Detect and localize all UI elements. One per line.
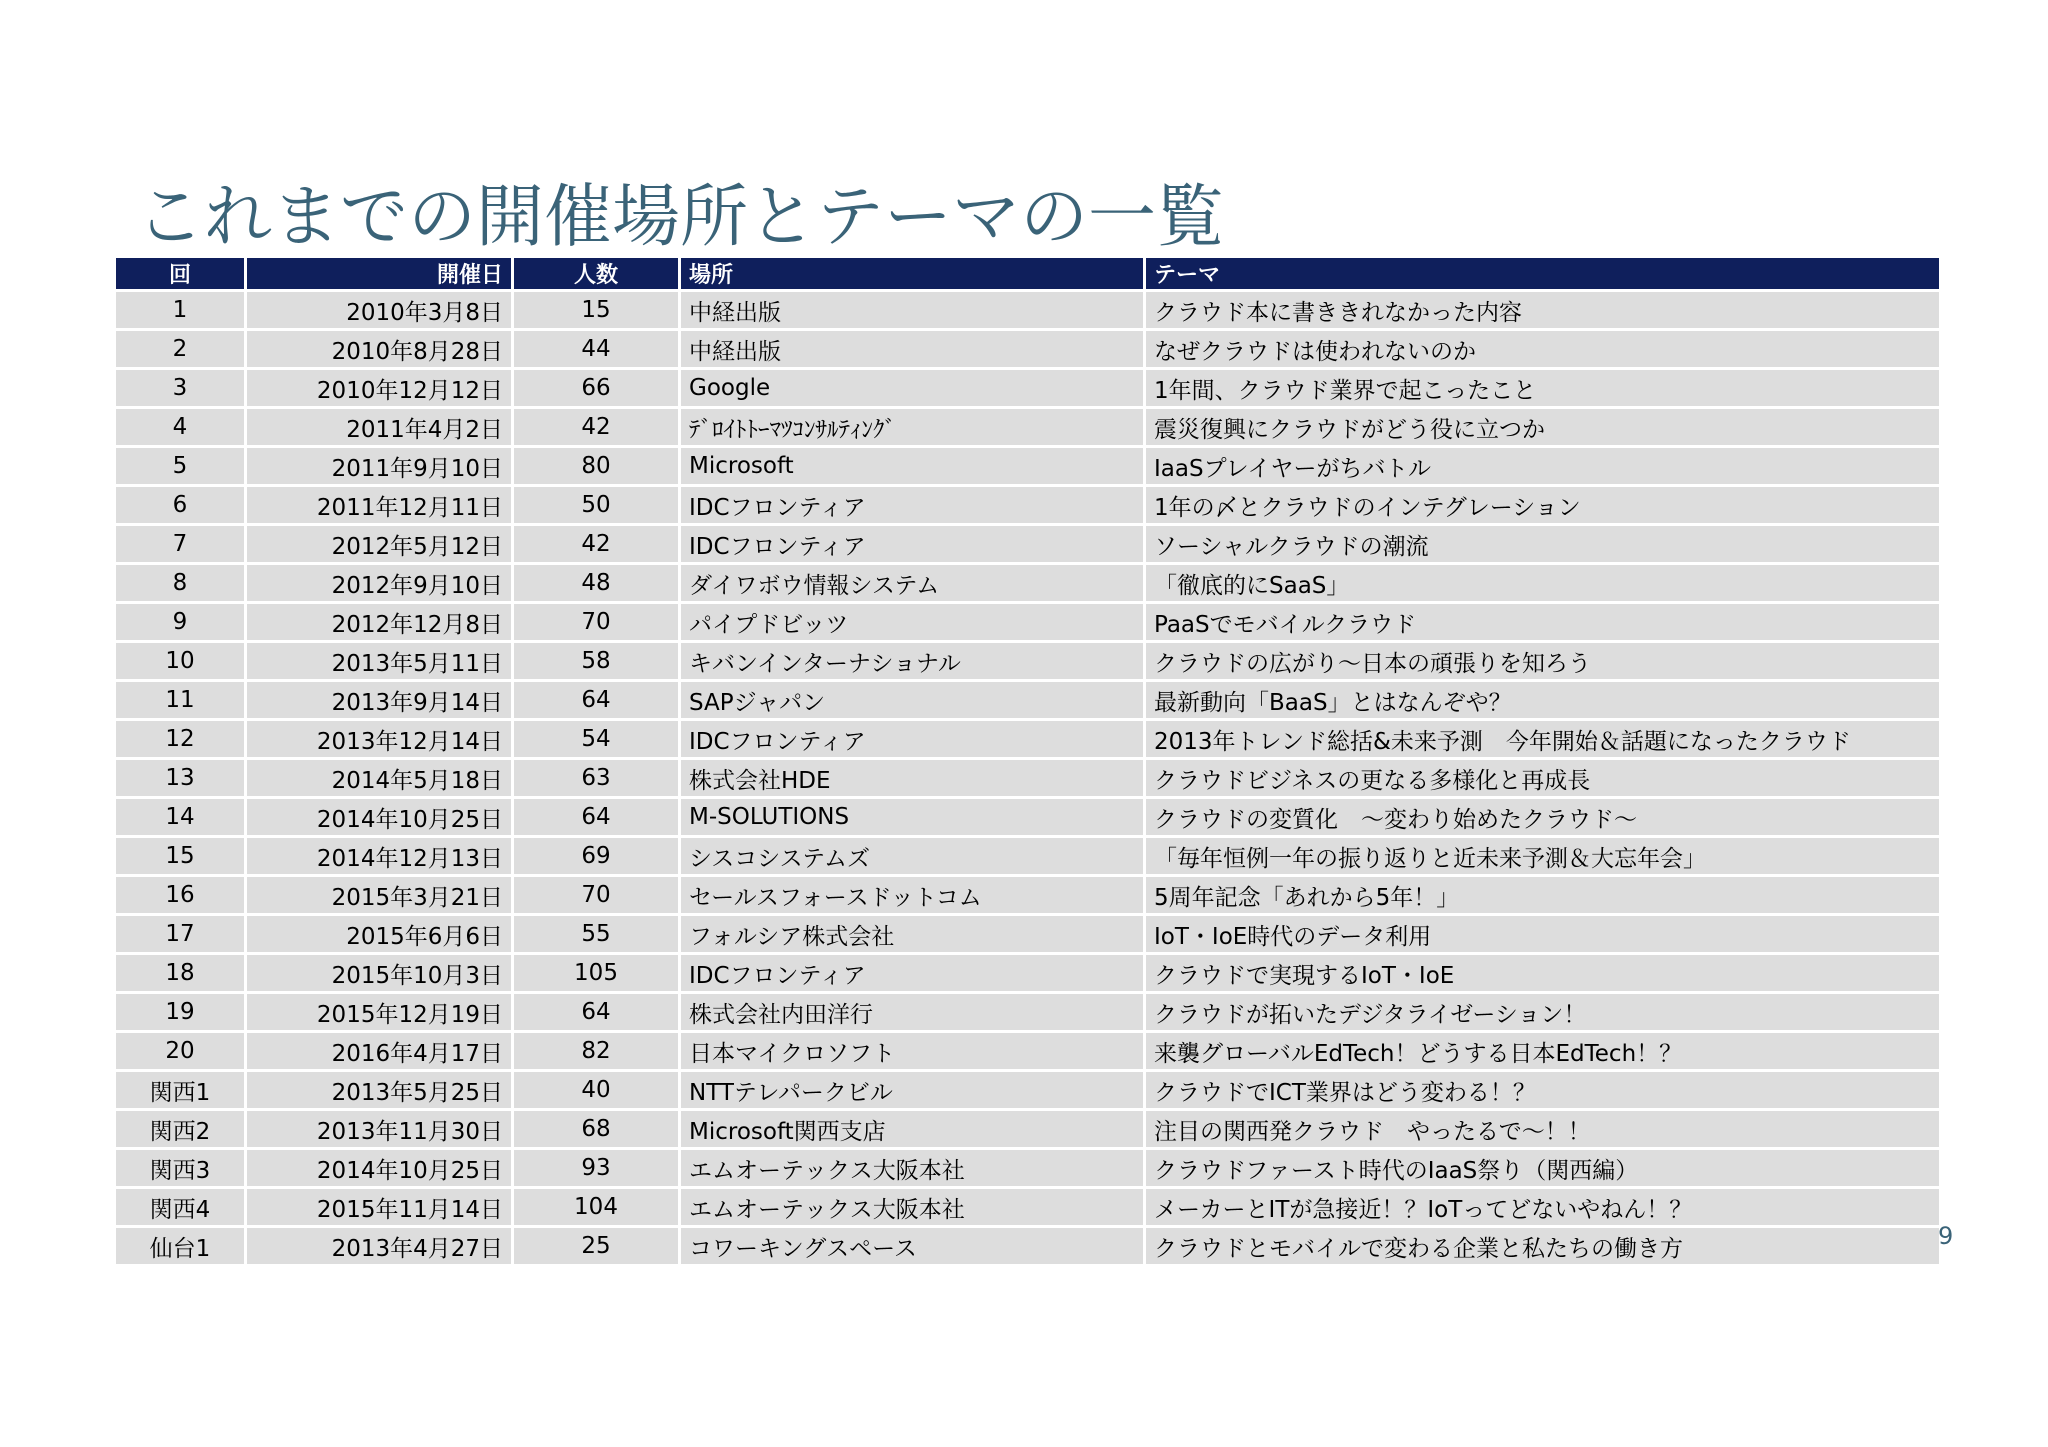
cell-date: 2014年5月18日 (246, 759, 513, 798)
cell-round: 7 (115, 525, 246, 564)
cell-attendees: 54 (513, 720, 680, 759)
table-row (115, 798, 1941, 837)
cell-theme: 1年の〆とクラウドのインテグレーション (1145, 486, 1941, 525)
cell-date: 2012年5月12日 (246, 525, 513, 564)
cell-date: 2016年4月17日 (246, 1032, 513, 1071)
cell-attendees: 55 (513, 915, 680, 954)
cell-round: 4 (115, 408, 246, 447)
cell-date: 2015年10月3日 (246, 954, 513, 993)
event-table (113, 255, 1942, 1267)
cell-round: 14 (115, 798, 246, 837)
cell-date: 2014年10月25日 (246, 1149, 513, 1188)
cell-round: 関西4 (115, 1188, 246, 1227)
cell-venue: エムオーテックス大阪本社 (680, 1149, 1145, 1188)
cell-round: 18 (115, 954, 246, 993)
cell-attendees: 69 (513, 837, 680, 876)
cell-round: 仙台1 (115, 1227, 246, 1266)
cell-venue: Microsoft (680, 447, 1145, 486)
table-row (115, 486, 1941, 525)
cell-attendees: 63 (513, 759, 680, 798)
header-venue: 場所 (680, 257, 1145, 291)
cell-attendees: 68 (513, 1110, 680, 1149)
header-round: 回 (115, 257, 246, 291)
cell-attendees: 50 (513, 486, 680, 525)
cell-venue: エムオーテックス大阪本社 (680, 1188, 1145, 1227)
cell-attendees: 64 (513, 681, 680, 720)
page-number: 9 (1938, 1222, 1954, 1250)
cell-round: 8 (115, 564, 246, 603)
header-theme: テーマ (1145, 257, 1941, 291)
table-row (115, 408, 1941, 447)
cell-theme: クラウド本に書ききれなかった内容 (1145, 291, 1941, 330)
cell-venue: Microsoft関西支店 (680, 1110, 1145, 1149)
cell-round: 関西2 (115, 1110, 246, 1149)
cell-date: 2011年4月2日 (246, 408, 513, 447)
table-row (115, 759, 1941, 798)
cell-venue: 日本マイクロソフト (680, 1032, 1145, 1071)
table-row (115, 720, 1941, 759)
cell-theme: 5周年記念「あれから5年！」 (1145, 876, 1941, 915)
cell-theme: クラウドビジネスの更なる多様化と再成長 (1145, 759, 1941, 798)
cell-theme: クラウドとモバイルで変わる企業と私たちの働き方 (1145, 1227, 1941, 1266)
cell-venue: IDCフロンティア (680, 525, 1145, 564)
cell-theme: IoT・IoE時代のデータ利用 (1145, 915, 1941, 954)
table-header-row (115, 257, 1941, 291)
cell-theme: 最新動向「BaaS」とはなんぞや？ (1145, 681, 1941, 720)
table-row (115, 525, 1941, 564)
cell-venue: NTTテレパークビル (680, 1071, 1145, 1110)
cell-round: 20 (115, 1032, 246, 1071)
cell-theme: なぜクラウドは使われないのか (1145, 330, 1941, 369)
table-row (115, 369, 1941, 408)
cell-round: 2 (115, 330, 246, 369)
cell-date: 2013年4月27日 (246, 1227, 513, 1266)
header-attendees: 人数 (513, 257, 680, 291)
cell-venue: 株式会社内田洋行 (680, 993, 1145, 1032)
cell-attendees: 48 (513, 564, 680, 603)
table-row (115, 1149, 1941, 1188)
table-row (115, 564, 1941, 603)
cell-theme: クラウドファースト時代のIaaS祭り（関西編） (1145, 1149, 1941, 1188)
table-row (115, 876, 1941, 915)
cell-round: 9 (115, 603, 246, 642)
table-row (115, 837, 1941, 876)
cell-date: 2012年9月10日 (246, 564, 513, 603)
cell-round: 11 (115, 681, 246, 720)
cell-attendees: 40 (513, 1071, 680, 1110)
cell-attendees: 64 (513, 993, 680, 1032)
cell-theme: 注目の関西発クラウド やったるで～！！ (1145, 1110, 1941, 1149)
table-row (115, 915, 1941, 954)
table-row (115, 681, 1941, 720)
cell-theme: ソーシャルクラウドの潮流 (1145, 525, 1941, 564)
cell-theme: 2013年トレンド総括&未来予測 今年開始＆話題になったクラウド (1145, 720, 1941, 759)
cell-theme: IaaSプレイヤーがちバトル (1145, 447, 1941, 486)
cell-attendees: 93 (513, 1149, 680, 1188)
cell-round: 1 (115, 291, 246, 330)
cell-theme: クラウドでICT業界はどう変わる！？ (1145, 1071, 1941, 1110)
cell-date: 2015年3月21日 (246, 876, 513, 915)
header-date: 開催日 (246, 257, 513, 291)
cell-round: 12 (115, 720, 246, 759)
cell-round: 6 (115, 486, 246, 525)
cell-date: 2011年12月11日 (246, 486, 513, 525)
table-row (115, 993, 1941, 1032)
cell-date: 2010年12月12日 (246, 369, 513, 408)
cell-round: 関西1 (115, 1071, 246, 1110)
cell-venue: キバンインターナショナル (680, 642, 1145, 681)
cell-theme: 1年間、クラウド業界で起こったこと (1145, 369, 1941, 408)
cell-attendees: 70 (513, 603, 680, 642)
cell-round: 3 (115, 369, 246, 408)
cell-attendees: 82 (513, 1032, 680, 1071)
cell-theme: クラウドの広がり～日本の頑張りを知ろう (1145, 642, 1941, 681)
cell-round: 15 (115, 837, 246, 876)
cell-theme: 来襲グローバルEdTech！どうする日本EdTech！？ (1145, 1032, 1941, 1071)
cell-attendees: 104 (513, 1188, 680, 1227)
cell-theme: クラウドで実現するIoT・IoE (1145, 954, 1941, 993)
table-row (115, 603, 1941, 642)
table-row (115, 1227, 1941, 1266)
cell-date: 2012年12月8日 (246, 603, 513, 642)
cell-date: 2013年5月11日 (246, 642, 513, 681)
cell-theme: 「毎年恒例一年の振り返りと近未来予測＆大忘年会」 (1145, 837, 1941, 876)
cell-date: 2010年8月28日 (246, 330, 513, 369)
cell-attendees: 58 (513, 642, 680, 681)
cell-venue: IDCフロンティア (680, 486, 1145, 525)
cell-venue: シスコシステムズ (680, 837, 1145, 876)
cell-theme: メーカーとITが急接近！？IoTってどないやねん！？ (1145, 1188, 1941, 1227)
cell-date: 2010年3月8日 (246, 291, 513, 330)
cell-theme: 震災復興にクラウドがどう役に立つか (1145, 408, 1941, 447)
table-row (115, 1110, 1941, 1149)
cell-venue: 株式会社HDE (680, 759, 1145, 798)
cell-attendees: 25 (513, 1227, 680, 1266)
cell-venue: IDCフロンティア (680, 954, 1145, 993)
cell-date: 2013年11月30日 (246, 1110, 513, 1149)
cell-theme: クラウドの変質化 ～変わり始めたクラウド～ (1145, 798, 1941, 837)
table-row (115, 330, 1941, 369)
cell-venue: コワーキングスペース (680, 1227, 1145, 1266)
cell-date: 2013年9月14日 (246, 681, 513, 720)
event-table-container (113, 255, 1939, 1267)
cell-venue: ダイワボウ情報システム (680, 564, 1145, 603)
table-row (115, 1188, 1941, 1227)
cell-attendees: 64 (513, 798, 680, 837)
cell-date: 2011年9月10日 (246, 447, 513, 486)
page-title: これまでの開催場所とテーマの一覧 (136, 178, 1225, 257)
cell-venue: SAPジャパン (680, 681, 1145, 720)
cell-attendees: 105 (513, 954, 680, 993)
cell-round: 16 (115, 876, 246, 915)
cell-venue: ﾃﾞﾛｲﾄﾄｰﾏﾂｺﾝｻﾙﾃｨﾝｸﾞ (680, 408, 1145, 447)
cell-date: 2015年12月19日 (246, 993, 513, 1032)
cell-attendees: 15 (513, 291, 680, 330)
table-row (115, 642, 1941, 681)
cell-date: 2013年5月25日 (246, 1071, 513, 1110)
cell-attendees: 70 (513, 876, 680, 915)
cell-round: 関西3 (115, 1149, 246, 1188)
cell-round: 5 (115, 447, 246, 486)
cell-venue: セールスフォースドットコム (680, 876, 1145, 915)
cell-round: 10 (115, 642, 246, 681)
cell-venue: Google (680, 369, 1145, 408)
cell-venue: 中経出版 (680, 291, 1145, 330)
cell-attendees: 66 (513, 369, 680, 408)
cell-date: 2015年6月6日 (246, 915, 513, 954)
table-body (115, 291, 1941, 1266)
cell-venue: 中経出版 (680, 330, 1145, 369)
cell-venue: IDCフロンティア (680, 720, 1145, 759)
cell-venue: パイプドビッツ (680, 603, 1145, 642)
cell-date: 2015年11月14日 (246, 1188, 513, 1227)
table-row (115, 1071, 1941, 1110)
cell-round: 13 (115, 759, 246, 798)
table-row (115, 1032, 1941, 1071)
cell-attendees: 44 (513, 330, 680, 369)
cell-round: 19 (115, 993, 246, 1032)
cell-date: 2013年12月14日 (246, 720, 513, 759)
table-row (115, 954, 1941, 993)
cell-theme: PaaSでモバイルクラウド (1145, 603, 1941, 642)
cell-attendees: 42 (513, 408, 680, 447)
cell-round: 17 (115, 915, 246, 954)
cell-attendees: 80 (513, 447, 680, 486)
cell-attendees: 42 (513, 525, 680, 564)
table-row (115, 291, 1941, 330)
cell-venue: フォルシア株式会社 (680, 915, 1145, 954)
cell-date: 2014年10月25日 (246, 798, 513, 837)
table-header (115, 257, 1941, 291)
table-row (115, 447, 1941, 486)
cell-theme: 「徹底的にSaaS」 (1145, 564, 1941, 603)
cell-date: 2014年12月13日 (246, 837, 513, 876)
cell-theme: クラウドが拓いたデジタライゼーション！ (1145, 993, 1941, 1032)
cell-venue: M-SOLUTIONS (680, 798, 1145, 837)
